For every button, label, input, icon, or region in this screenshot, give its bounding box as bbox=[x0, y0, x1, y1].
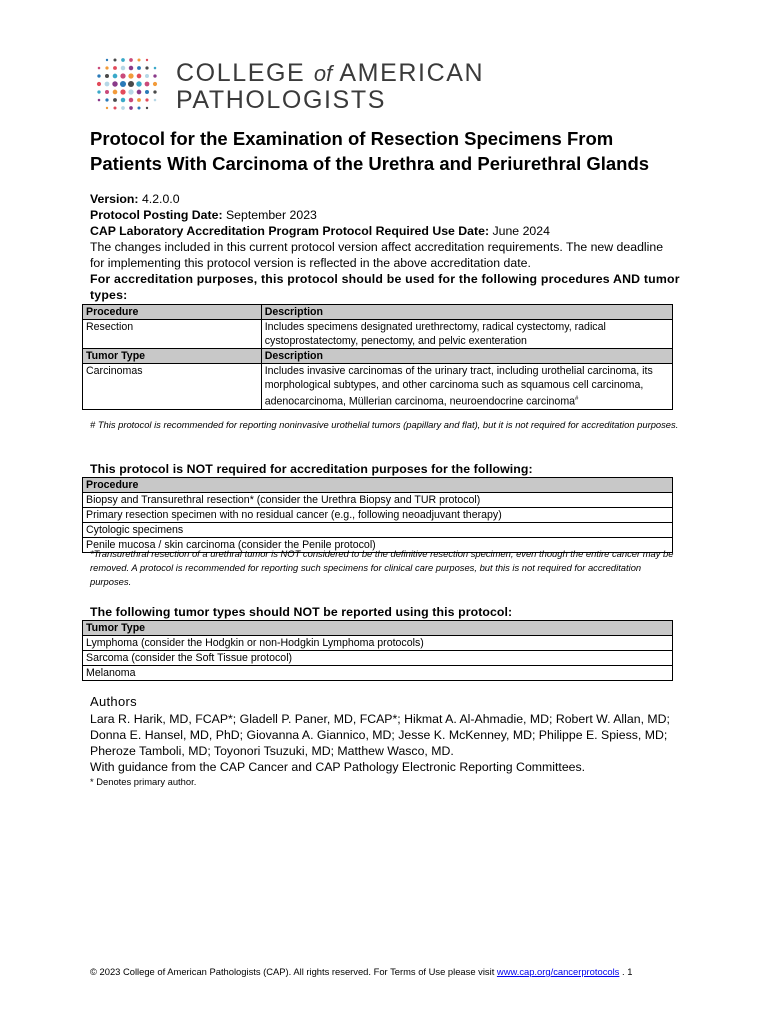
authors-section bbox=[90, 694, 682, 788]
table-row bbox=[83, 320, 673, 349]
logo-dot bbox=[105, 90, 109, 94]
logo-dot bbox=[145, 66, 148, 69]
footnote-noninvasive: # This protocol is recommended for reporting noninvasive urothelial tumors (papillary and flat), but it is not required for accreditation purposes. bbox=[90, 419, 679, 430]
procedure-header: Procedure bbox=[83, 305, 262, 320]
logo-dot bbox=[106, 59, 108, 61]
table-row bbox=[83, 636, 673, 651]
logo-dot bbox=[105, 74, 109, 78]
changes-text: The changes included in this current protocol version affect accreditation requirements. The new deadline for implementing this protocol version is reflected in the above accreditation date. bbox=[90, 240, 664, 270]
table-header-row bbox=[83, 349, 673, 364]
document-title: Protocol for the Examination of Resection Specimens From Patients With Carcinoma of the Urethra and Periurethral Glands bbox=[90, 128, 650, 174]
primary-author-note: * Denotes primary author. bbox=[90, 776, 197, 787]
logo-dot bbox=[145, 98, 148, 101]
table-row bbox=[83, 364, 673, 410]
logo-dot bbox=[153, 90, 156, 93]
logo-dot bbox=[105, 66, 108, 69]
logo-dot bbox=[145, 74, 149, 78]
page-number: . 1 bbox=[621, 966, 633, 977]
table-row bbox=[83, 493, 673, 508]
authors-names: Lara R. Harik, MD, FCAP*; Gladell P. Paner, MD, FCAP*; Hikmat A. Al-Ahmadie, MD; Robert W. Allan, MD; Donna E. Hansel, MD, PhD; Giovanna A. Giannico, MD; Jesse K. McKenney, MD; Philippe E. Spiess, MD; Pheroze Tamboli, MD; Toyonori Tsuzuki, MD; Matthew Wasco, MD. bbox=[90, 712, 670, 758]
logo-dot bbox=[112, 81, 117, 86]
logo-dot bbox=[145, 90, 149, 94]
cap-logo-dots-icon bbox=[94, 54, 164, 114]
logo-dot bbox=[113, 106, 116, 109]
procedure-cell: Penile mucosa / skin carcinoma (consider the Penile protocol) bbox=[83, 538, 673, 553]
table-header-row bbox=[83, 621, 673, 636]
required-line bbox=[90, 223, 680, 239]
version-label: Version: bbox=[90, 192, 139, 206]
version-value: 4.2.0.0 bbox=[141, 192, 180, 206]
logo-dot bbox=[129, 98, 133, 102]
not-required-table bbox=[82, 477, 673, 553]
cap-logo bbox=[94, 54, 494, 114]
logo-dot bbox=[154, 99, 157, 102]
logo-dot bbox=[137, 74, 142, 79]
page-footer bbox=[90, 966, 682, 977]
logo-dot bbox=[153, 74, 156, 77]
table-header-row bbox=[83, 478, 673, 493]
logo-dot bbox=[121, 66, 125, 70]
logo-dot bbox=[98, 67, 101, 70]
logo-dot bbox=[120, 81, 126, 87]
logo-dot bbox=[97, 74, 100, 77]
logo-dot bbox=[128, 89, 133, 94]
logo-wordmark bbox=[176, 60, 484, 113]
tumor-description: Includes invasive carcinomas of the urinary tract, including urothelial carcinoma, its morphological subtypes, and other carcinoma such as squamous cell carcinoma, adenocarcinoma, Müllerian carcinoma, neuroendocrine carcinoma bbox=[264, 365, 653, 408]
tumor-description-header: Description bbox=[261, 349, 672, 364]
logo-dot bbox=[98, 99, 101, 102]
posting-value: September 2023 bbox=[225, 208, 317, 222]
logo-dot bbox=[137, 106, 140, 109]
logo-dot bbox=[128, 73, 133, 78]
authors-guidance: With guidance from the CAP Cancer and CAP Pathology Electronic Reporting Committees. bbox=[90, 760, 586, 774]
logo-dot bbox=[121, 98, 125, 102]
logo-dot bbox=[113, 74, 118, 79]
tumor-type-header: Tumor Type bbox=[83, 349, 262, 364]
tumor-cell: Sarcoma (consider the Soft Tissue protocol) bbox=[83, 651, 673, 666]
logo-dot bbox=[137, 98, 141, 102]
procedure-cell: Biopsy and Transurethral resection* (consider the Urethra Biopsy and TUR protocol) bbox=[83, 493, 673, 508]
copyright-text: © 2023 College of American Pathologists (CAP). All rights reserved. For Terms of Use please visit bbox=[90, 966, 495, 977]
authors-heading: Authors bbox=[90, 694, 137, 709]
required-label: CAP Laboratory Accreditation Program Protocol Required Use Date: bbox=[90, 224, 490, 238]
logo-dot bbox=[105, 82, 110, 87]
table-row bbox=[83, 508, 673, 523]
logo-dot bbox=[97, 90, 100, 93]
logo-line1b: AMERICAN bbox=[339, 59, 485, 87]
table-row bbox=[83, 666, 673, 681]
procedure-name: Resection bbox=[83, 320, 262, 349]
procedure-description: Includes specimens designated urethrectomy, radical cystectomy, radical cystoprostatectomy, penectomy, and pelvic exenteration bbox=[261, 320, 672, 349]
protocol-meta bbox=[90, 191, 680, 303]
logo-dot bbox=[129, 66, 133, 70]
logo-dot bbox=[146, 59, 148, 61]
logo-dot bbox=[120, 89, 125, 94]
logo-dot bbox=[97, 82, 101, 86]
logo-dot bbox=[121, 106, 125, 110]
required-value: June 2024 bbox=[492, 224, 550, 238]
posting-line bbox=[90, 207, 680, 223]
logo-dot bbox=[113, 58, 116, 61]
posting-label: Protocol Posting Date: bbox=[90, 208, 223, 222]
logo-dot bbox=[137, 58, 140, 61]
accreditation-lead: For accreditation purposes, this protocol should be used for the following procedures AND tumor types: bbox=[90, 272, 680, 302]
logo-dot bbox=[137, 90, 142, 95]
procedure-cell: Cytologic specimens bbox=[83, 523, 673, 538]
logo-dot bbox=[129, 58, 133, 62]
tumor-type-header: Tumor Type bbox=[83, 621, 673, 636]
procedure-header: Procedure bbox=[83, 478, 673, 493]
logo-dot bbox=[154, 67, 157, 70]
tumor-name: Carcinomas bbox=[83, 364, 262, 410]
tumor-description-cell bbox=[261, 364, 672, 410]
logo-dot bbox=[120, 73, 125, 78]
logo-dot bbox=[128, 81, 134, 87]
logo-dot bbox=[121, 58, 125, 62]
logo-line1: COLLEGE bbox=[176, 59, 306, 87]
logo-dot bbox=[106, 107, 108, 109]
not-reported-heading: The following tumor types should NOT be reported using this protocol: bbox=[90, 605, 513, 619]
version-line bbox=[90, 191, 680, 207]
logo-dot bbox=[145, 82, 150, 87]
not-reported-table bbox=[82, 620, 673, 681]
cancer-protocols-link[interactable]: www.cap.org/cancerprotocols bbox=[496, 966, 620, 977]
logo-dot bbox=[136, 81, 141, 86]
logo-dot bbox=[146, 107, 148, 109]
logo-dot bbox=[113, 98, 117, 102]
tumor-cell: Lymphoma (consider the Hodgkin or non-Hodgkin Lymphoma protocols) bbox=[83, 636, 673, 651]
not-required-heading: This protocol is NOT required for accreditation purposes for the following: bbox=[90, 462, 533, 476]
footnote-marker: # bbox=[575, 396, 579, 402]
description-header: Description bbox=[261, 305, 672, 320]
logo-dot bbox=[153, 82, 157, 86]
logo-dot bbox=[113, 66, 117, 70]
logo-dot bbox=[113, 90, 118, 95]
table-row bbox=[83, 651, 673, 666]
logo-dot bbox=[129, 106, 133, 110]
logo-dot bbox=[105, 98, 108, 101]
footnote-transurethral: *Transurethral resection of a urethral tumor is NOT considered to be the definitive resection specimen, even though the entire cancer may be removed. A protocol is recommended for reporting such specimens for clinical care purposes, but this is not required for accreditation purposes. bbox=[90, 548, 674, 587]
accreditation-table bbox=[82, 304, 673, 410]
logo-line2: PATHOLOGISTS bbox=[176, 86, 386, 114]
table-row bbox=[83, 523, 673, 538]
logo-of: of bbox=[313, 61, 333, 86]
procedure-cell: Primary resection specimen with no residual cancer (e.g., following neoadjuvant therapy) bbox=[83, 508, 673, 523]
tumor-cell: Melanoma bbox=[83, 666, 673, 681]
table-header-row bbox=[83, 305, 673, 320]
logo-dot bbox=[137, 66, 141, 70]
